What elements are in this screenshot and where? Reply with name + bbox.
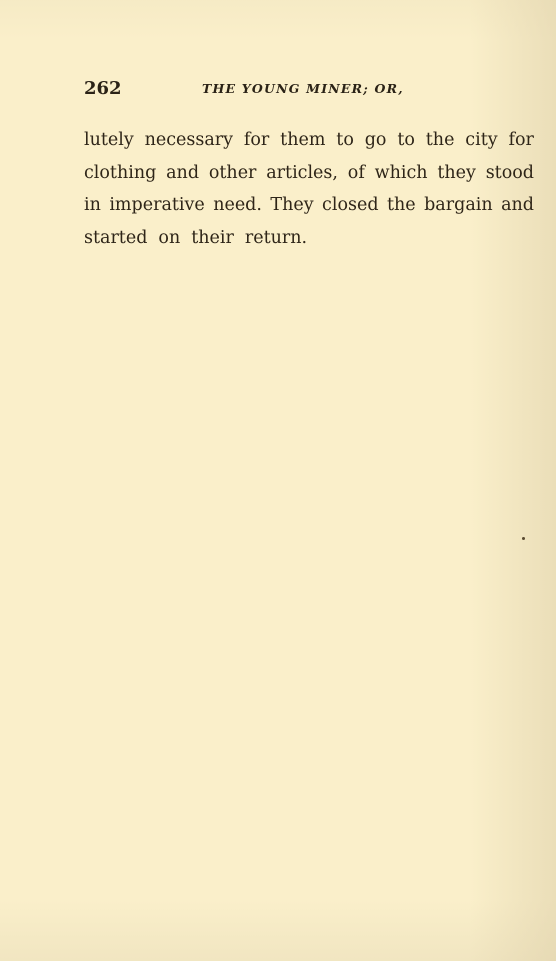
word: to <box>397 130 415 150</box>
word: city <box>465 130 498 150</box>
word: their <box>191 227 234 248</box>
page-number: 262 <box>84 78 122 99</box>
word: started <box>84 227 148 248</box>
word: articles, <box>266 162 338 183</box>
word: and <box>501 195 534 215</box>
word: they <box>437 162 476 183</box>
word: them <box>280 130 326 150</box>
word: to <box>336 130 354 150</box>
page-header <box>84 78 434 102</box>
word: return. <box>244 227 308 248</box>
text-line-3 <box>84 189 534 222</box>
word: go <box>364 130 387 150</box>
text-line-1 <box>84 124 534 157</box>
word: of <box>347 162 365 183</box>
text-line-2 <box>84 157 534 190</box>
body-text <box>84 124 534 254</box>
paper-speck <box>522 537 525 540</box>
word: on <box>158 227 181 248</box>
word: the <box>386 195 416 215</box>
word: imperative <box>109 195 205 215</box>
word: need. <box>213 195 262 215</box>
word: for <box>243 130 270 150</box>
word: clothing <box>84 162 157 183</box>
word: bargain <box>424 195 493 215</box>
word: for <box>508 130 534 150</box>
word: and <box>166 162 200 183</box>
word: stood <box>485 162 534 183</box>
text-line-4 <box>84 222 534 255</box>
word: They <box>270 195 314 215</box>
word: the <box>425 130 455 150</box>
word: necessary <box>144 130 234 150</box>
word: closed <box>322 195 379 215</box>
running-title: THE YOUNG MINER; OR, <box>202 81 404 96</box>
word: other <box>208 162 257 183</box>
word: which <box>374 162 428 183</box>
word: in <box>84 195 101 215</box>
word: lutely <box>84 130 134 150</box>
